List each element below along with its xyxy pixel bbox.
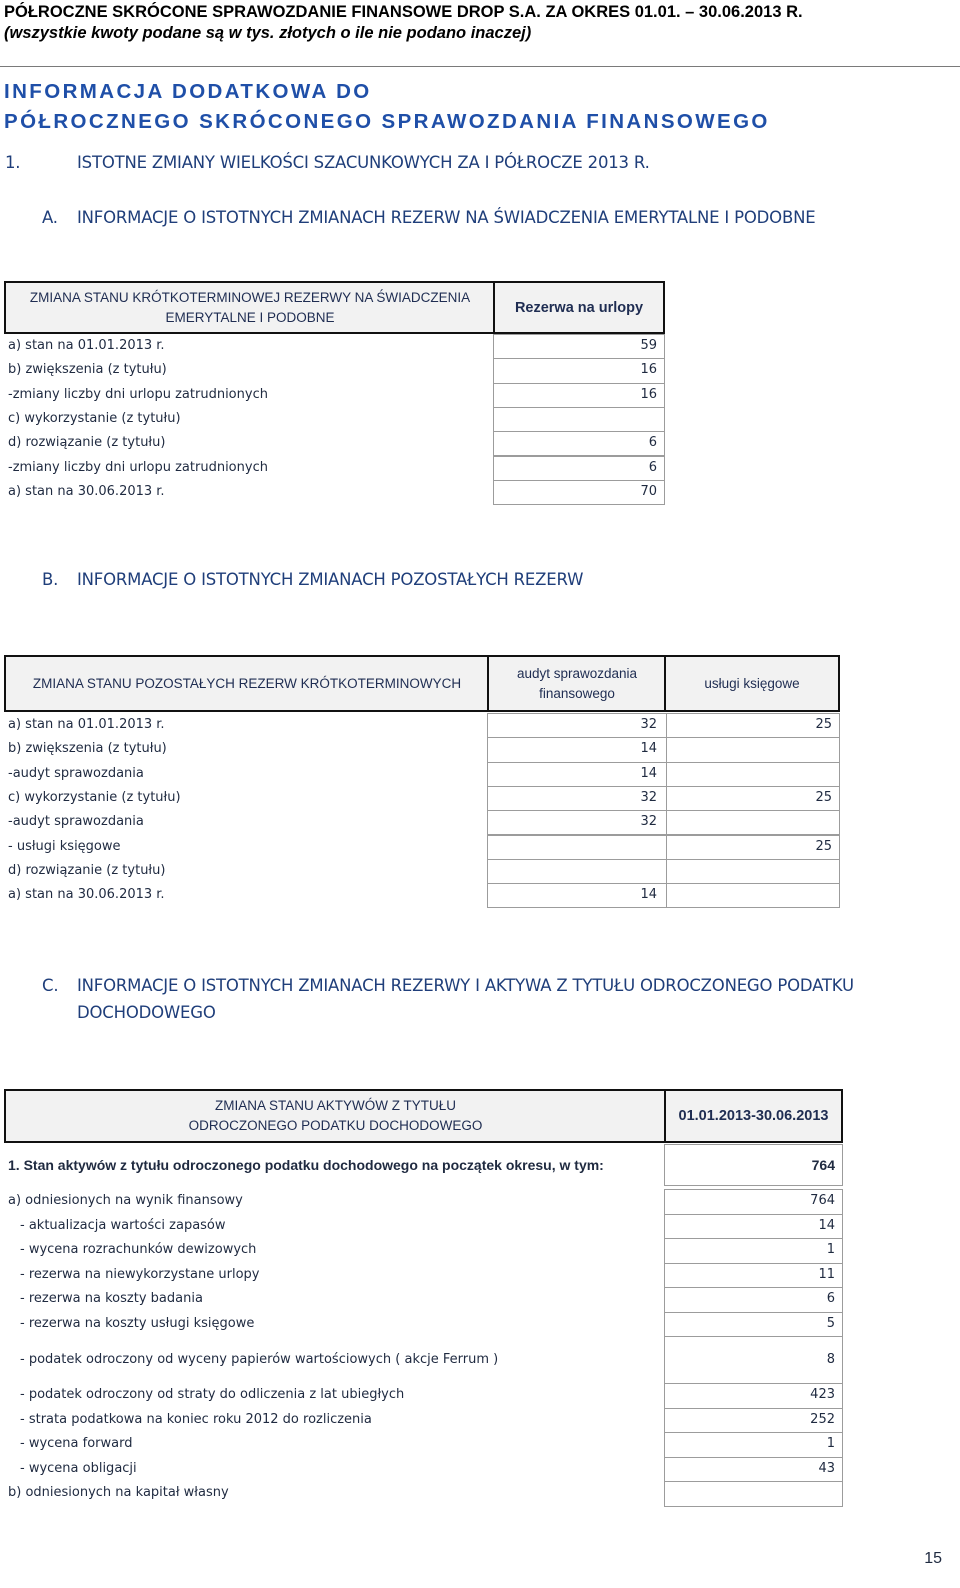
section-c-number: C. bbox=[42, 976, 59, 995]
table-b-header-accounting: usługi księgowe bbox=[664, 655, 840, 712]
table-row-value-accounting: 25 bbox=[815, 789, 832, 805]
table-row-label: a) stan na 30.06.2013 r. bbox=[8, 887, 165, 903]
table-row-label: a) stan na 01.01.2013 r. bbox=[8, 717, 165, 732]
table-row-label: - wycena obligacji bbox=[20, 1460, 137, 1476]
table-row-value-audit: 32 bbox=[640, 717, 657, 732]
table-row-label: -zmiany liczby dni urlopu zatrudnionych bbox=[8, 459, 268, 475]
table-row-value-audit: 14 bbox=[640, 765, 657, 781]
section-1-number: 1. bbox=[5, 153, 21, 172]
section-a-number: A. bbox=[42, 208, 58, 227]
main-title-line1: INFORMACJA DODATKOWA DO bbox=[4, 80, 372, 103]
table-b-header-label: ZMIANA STANU POZOSTAŁYCH REZERW KRÓTKOTERMINOWYCH bbox=[4, 655, 490, 712]
table-row-value: 6 bbox=[648, 435, 657, 451]
table-row-value: 16 bbox=[640, 386, 657, 402]
section-b-heading bbox=[5, 570, 925, 594]
table-row-value: 423 bbox=[810, 1387, 835, 1403]
table-row-label: a) odniesionych na wynik finansowy bbox=[8, 1193, 243, 1209]
table-row-label: - wycena forward bbox=[20, 1436, 133, 1452]
table-row-value: 1 bbox=[826, 1242, 835, 1258]
table-row-label: - podatek odroczony od wyceny papierów wartościowych ( akcje Ferrum ) bbox=[20, 1351, 499, 1367]
table-row-label: -audyt sprawozdania bbox=[8, 765, 144, 781]
table-row-value: 8 bbox=[826, 1351, 835, 1367]
table-a-header-reserve: Rezerwa na urlopy bbox=[493, 281, 665, 334]
table-row-value: 43 bbox=[818, 1460, 835, 1476]
table-row-label: - aktualizacja wartości zapasów bbox=[20, 1217, 226, 1233]
table-row-label: - podatek odroczony od straty do odliczenia z lat ubiegłych bbox=[20, 1387, 405, 1403]
table-b-audit-cell bbox=[487, 859, 667, 884]
table-row-label: - wycena rozrachunków dewizowych bbox=[20, 1242, 257, 1258]
table-row-value-audit: 14 bbox=[640, 741, 657, 757]
table-row-value: 6 bbox=[826, 1291, 835, 1307]
section-c-heading bbox=[5, 972, 905, 1026]
table-row-label: - strata podatkowa na koniec roku 2012 do rozliczenia bbox=[20, 1411, 372, 1427]
table-row-label: b) odniesionych na kapitał własny bbox=[8, 1485, 229, 1501]
main-title-line2: PÓŁROCZNEGO SKRÓCONEGO SPRAWOZDANIA FINANSOWEGO bbox=[4, 110, 770, 133]
table-row-label: c) wykorzystanie (z tytułu) bbox=[8, 789, 181, 805]
table-row-value-audit: 32 bbox=[640, 789, 657, 805]
section-a-text: INFORMACJE O ISTOTNYCH ZMIANACH REZERW NA ŚWIADCZENIA EMERYTALNE I PODOBNE bbox=[77, 208, 816, 227]
table-b-audit-cell bbox=[487, 835, 667, 860]
section-a-heading bbox=[5, 208, 925, 232]
table-c-value-cell bbox=[664, 1481, 843, 1507]
table-row-value-audit: 32 bbox=[640, 814, 657, 830]
table-row-label: a) stan na 01.01.2013 r. bbox=[8, 338, 165, 353]
table-row-label: -zmiany liczby dni urlopu zatrudnionych bbox=[8, 386, 268, 402]
table-row-label: - rezerwa na koszty usługi księgowe bbox=[20, 1315, 255, 1331]
table-b-accounting-cell bbox=[666, 810, 840, 835]
table-row-label: b) zwiększenia (z tytułu) bbox=[8, 362, 167, 378]
table-row-value: 11 bbox=[818, 1266, 835, 1282]
table-row-value-audit: 14 bbox=[640, 887, 657, 903]
table-row-label: a) stan na 30.06.2013 r. bbox=[8, 483, 165, 499]
table-b-accounting-cell bbox=[666, 737, 840, 762]
table-row-label: c) wykorzystanie (z tytułu) bbox=[8, 410, 181, 426]
table-b-accounting-cell bbox=[666, 762, 840, 787]
table-b-accounting-cell bbox=[666, 883, 840, 908]
table-row-value: 59 bbox=[640, 338, 657, 353]
table-row-label: - usługi księgowe bbox=[8, 838, 121, 854]
header-divider bbox=[0, 66, 960, 67]
table-c-total-label: 1. Stan aktywów z tytułu odroczonego podatku dochodowego na początek okresu, w tym: bbox=[8, 1157, 604, 1173]
page-number: 15 bbox=[924, 1550, 942, 1567]
section-b-text: INFORMACJE O ISTOTNYCH ZMIANACH POZOSTAŁYCH REZERW bbox=[77, 570, 584, 589]
table-row-label: d) rozwiązanie (z tytułu) bbox=[8, 435, 166, 451]
table-row-value: 1 bbox=[826, 1436, 835, 1452]
table-b-accounting-cell bbox=[666, 859, 840, 884]
table-row-label: b) zwiększenia (z tytułu) bbox=[8, 741, 167, 757]
section-b-number: B. bbox=[42, 570, 59, 589]
table-row-value: 14 bbox=[818, 1217, 835, 1233]
table-c-header-label: ZMIANA STANU AKTYWÓW Z TYTUŁU ODROCZONEGO PODATKU DOCHODOWEGO bbox=[4, 1089, 667, 1143]
table-row-value: 252 bbox=[810, 1411, 835, 1427]
table-row-value: 6 bbox=[648, 459, 657, 475]
section-1-text: ISTOTNE ZMIANY WIELKOŚCI SZACUNKOWYCH ZA I PÓŁROCZE 2013 R. bbox=[77, 153, 650, 172]
table-row-value-accounting: 25 bbox=[815, 717, 832, 732]
table-a-header-label: ZMIANA STANU KRÓTKOTERMINOWEJ REZERWY NA ŚWIADCZENIA EMERYTALNE I PODOBNE bbox=[4, 281, 496, 334]
report-header-subtitle: (wszystkie kwoty podane są w tys. złotych o ile nie podano inaczej) bbox=[4, 24, 532, 42]
section-c-text: INFORMACJE O ISTOTNYCH ZMIANACH REZERWY I AKTYWA Z TYTUŁU ODROCZONEGO PODATKU DOCHODOWEGO bbox=[77, 976, 854, 1022]
table-c-header-period: 01.01.2013-30.06.2013 bbox=[664, 1089, 843, 1143]
table-row-value: 5 bbox=[826, 1315, 835, 1331]
table-row-value: 70 bbox=[640, 483, 657, 499]
table-c-total-value: 764 bbox=[811, 1157, 835, 1173]
section-1-heading bbox=[5, 153, 905, 177]
table-row-label: d) rozwiązanie (z tytułu) bbox=[8, 862, 166, 878]
table-a-value-cell bbox=[493, 407, 665, 432]
table-b-header-audit: audyt sprawozdania finansowego bbox=[487, 655, 667, 712]
report-header-title: PÓŁROCZNE SKRÓCONE SPRAWOZDANIE FINANSOWE DROP S.A. ZA OKRES 01.01. – 30.06.2013 R. bbox=[4, 3, 803, 21]
table-row-label: - rezerwa na niewykorzystane urlopy bbox=[20, 1266, 260, 1282]
table-row-label: - rezerwa na koszty badania bbox=[20, 1291, 203, 1307]
table-row-label: -audyt sprawozdania bbox=[8, 814, 144, 830]
table-row-value: 764 bbox=[810, 1193, 835, 1209]
table-row-value: 16 bbox=[640, 362, 657, 378]
table-row-value-accounting: 25 bbox=[815, 838, 832, 854]
